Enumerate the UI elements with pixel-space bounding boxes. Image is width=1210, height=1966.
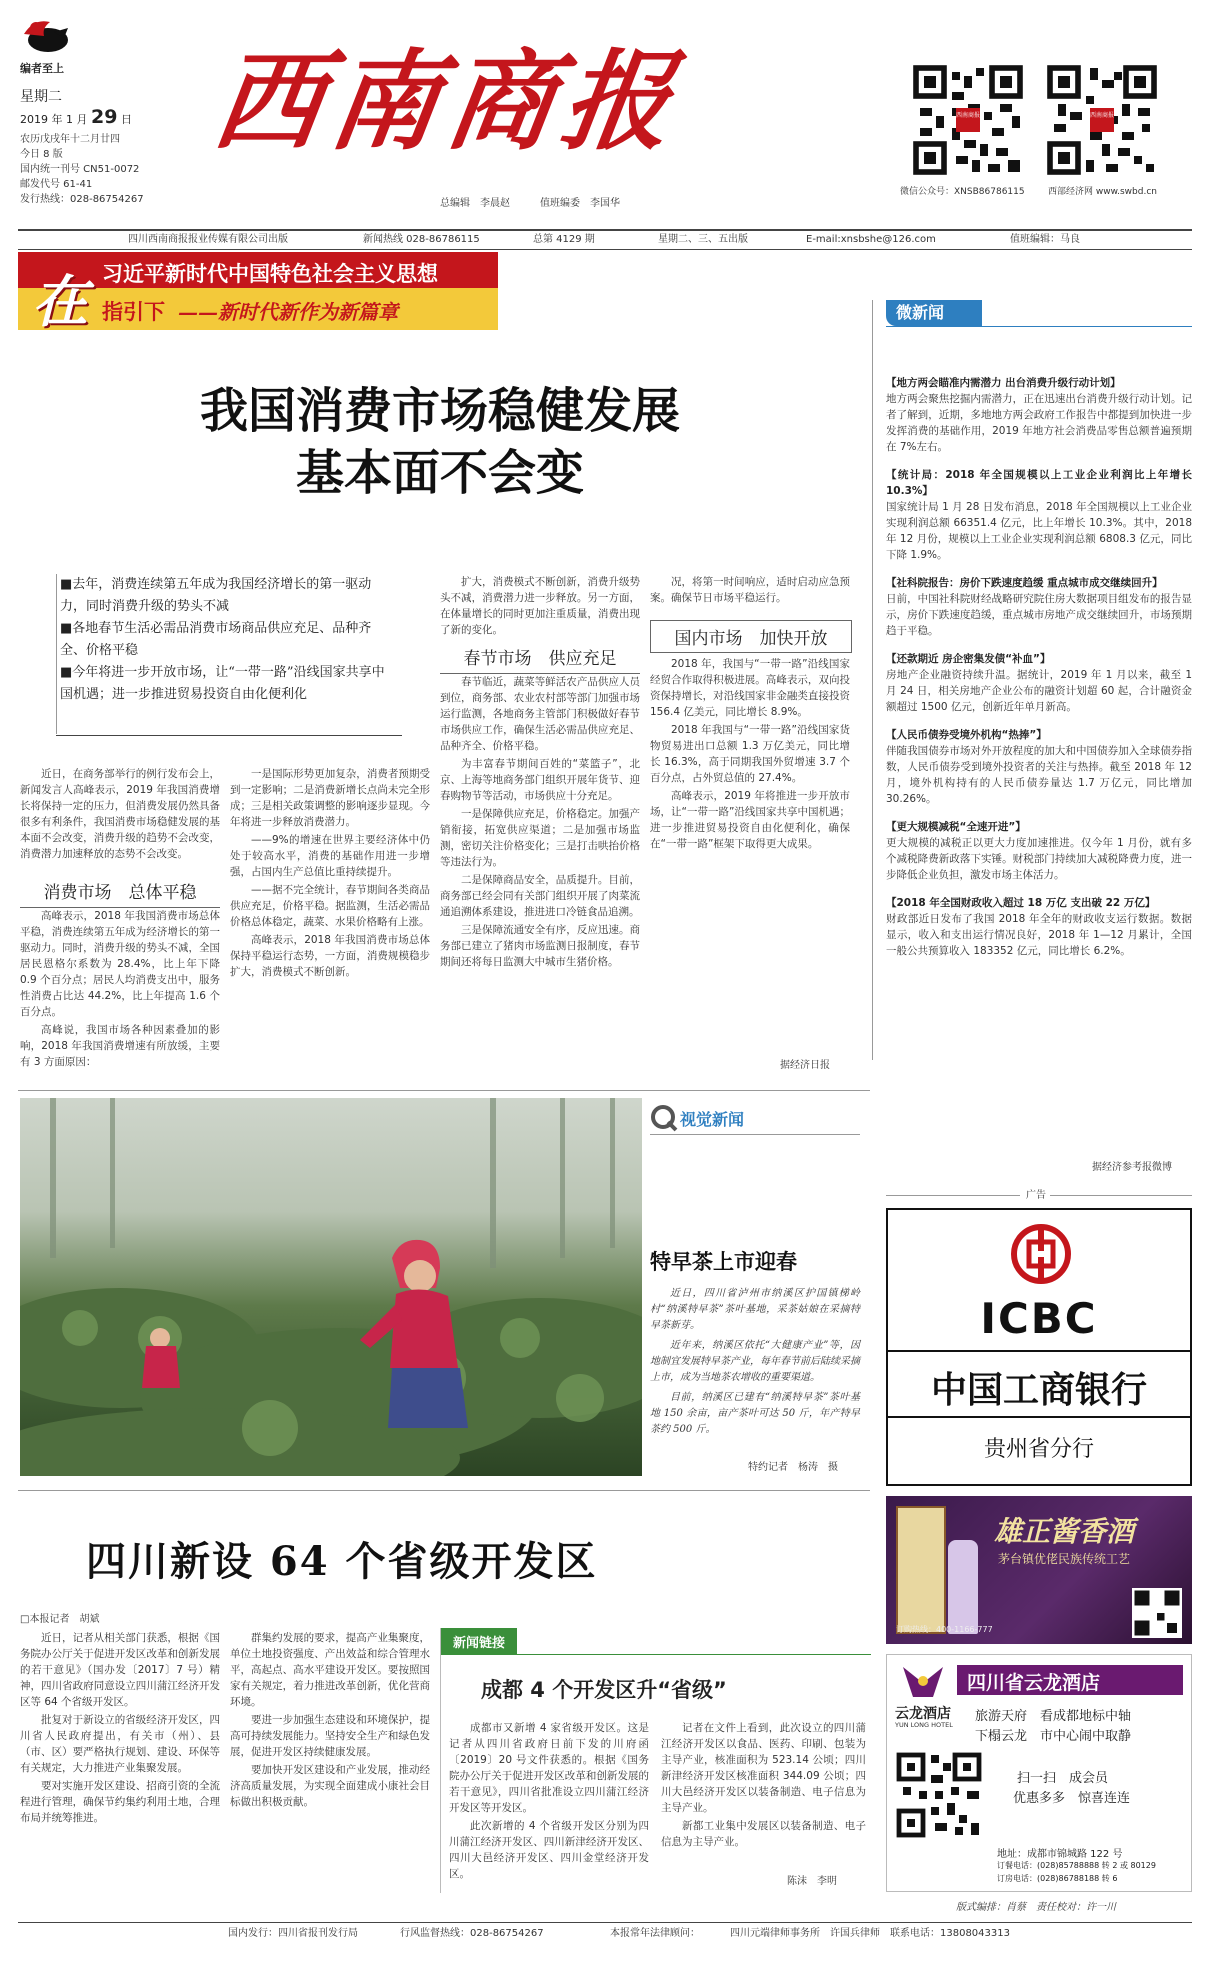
- lead-paragraph: 高峰表示，2018 年我国消费市场总体保持平稳运行态势，一方面，消费规模稳步扩大，消费模式不断创新。: [230, 934, 430, 978]
- lead-col-1: [20, 766, 220, 864]
- story2-col-2: [230, 1630, 430, 1812]
- tea-photo: [20, 1098, 642, 1476]
- icbc-logo-icon: [1011, 1224, 1071, 1284]
- brief-4: [886, 651, 1192, 715]
- info-bar: [18, 231, 1192, 249]
- sidebar-header-rule: [886, 326, 1192, 327]
- liquor-bottle: [896, 1506, 946, 1634]
- story2-col-1: [20, 1630, 220, 1828]
- banner-line2b: ——新时代新作为新篇章: [178, 300, 398, 324]
- lead-paragraph: 高峰表示，2018 年我国消费市场总体平稳，消费连续第五年成为经济增长的第一驱动力。同时，消费升级的势头不减，全国居民恩格尔系数为 28.4%，比上年下降 0.9 个百分点；居民人均消费支出中，服务性消费占比达 44.2%，比上年提高 1.6 个百分点。: [20, 910, 220, 1018]
- hotel-slogan-1: 旅游天府 看成都地标中轴: [975, 1709, 1132, 1724]
- hotel-address: 地址：成都市锦城路 122 号: [997, 1849, 1123, 1860]
- news-link-tag: 新闻链接: [441, 1628, 517, 1655]
- q-icon: [650, 1104, 678, 1132]
- link-paragraph: 记者在文件上看到，此次设立的四川蒲江经济开发区以食品、医药、印刷、包装为主导产业，核准面积为 523.14 公顷；四川新津经济开发区核准面积 344.09 公顷；四川大邑经济开发区以装备制造、电子信息为主导产业。: [661, 1722, 866, 1814]
- footer-lawyer: 四川元端律师事务所 许国兵律师 联系电话：13808043313: [730, 1928, 1010, 1939]
- brief-title: 【地方两会瞄准内需潜力 出台消费升级行动计划】: [886, 377, 1121, 389]
- brief-title: 【社科院报告：房价下跌速度趋缓 重点城市成交继续回升】: [886, 577, 1163, 589]
- brief-text: 地方两会聚焦挖掘内需潜力，正在迅速出台消费升级行动计划。记者了解到，近期，多地地方两会政府工作报告中都提到加快进一步发挥消费的基础作用，2019 年地方社会消费品零售总额普遍预期在 7%左右。: [886, 393, 1192, 453]
- qr-code-icon: [895, 1751, 983, 1839]
- web-qr[interactable]: [1046, 64, 1158, 176]
- story2-paragraph: 近日，记者从相关部门获悉，根据《国务院办公厅关于促进开发区改革和创新发展的若干意见》（国办发〔2017〕7 号）精神，四川省政府同意设立四川蒲江经济开发区等 64 个省级开发区。: [20, 1632, 220, 1708]
- lead-paragraph: 一是保障供应充足，价格稳定。加强产销衔接，拓宽供应渠道；二是加强市场监测，密切关注价格变化；三是打击哄抬价格等违法行为。: [440, 808, 640, 868]
- caption-paragraph: 近日，四川省泸州市纳溪区护国镇梯岭村“纳溪特早茶”茶叶基地，采茶姑娘在采摘特早茶新芽。: [650, 1288, 860, 1331]
- lead-paragraph: 2018 年，我国与“一带一路”沿线国家经贸合作取得积极进展。高峰表示，双向投资保持增长，对沿线国家非金融类直接投资 156.4 亿美元，同比增长 8.9%。: [650, 658, 850, 718]
- sidebar-divider: [872, 300, 873, 1060]
- qr-code-icon: [1132, 1588, 1182, 1638]
- theme-banner: [18, 252, 498, 335]
- lunar-date: 农历戊戌年十二月廿四: [20, 134, 120, 145]
- news-link-title: 成都 4 个开发区升“省级”: [481, 1678, 727, 1702]
- story2-paragraph: 要进一步加强生态建设和环境保护，提高可持续发展能力。坚持安全生产和绿色发展，促进开发区持续健康发展。: [230, 1714, 430, 1758]
- banner-char: 在: [32, 269, 88, 335]
- story2-paragraph: 批复对于新设立的省级经济开发区，四川省人民政府提出，有关市（州）、县（市、区）要严格执行规划、建设、环保等有关规定，大力推进产业集聚发展。: [20, 1714, 220, 1774]
- publisher: 四川西南商报报业传媒有限公司出版: [128, 234, 288, 245]
- hotel-name: 四川省云龙酒店: [967, 1672, 1101, 1694]
- email: E-mail:xnsbshe@126.com: [806, 234, 936, 245]
- brief-text: 伴随我国债券市场对外开放程度的加大和中国债券加入全球债券指数，人民币债券受到境外投资者的关注与热捧。截至 2018 年 12 月，境外机构持有的人民币债券量达 1.7 万亿元，同比增加 30.26%。: [886, 745, 1192, 805]
- news-link-rule: [441, 1654, 871, 1655]
- photo-caption: [650, 1286, 860, 1438]
- paper-title: 西南商报: [206, 39, 688, 165]
- summary-3: ■今年将进一步开放市场，让“一带一路”沿线国家共享中国机遇；进一步推进贸易投资自由化便利化: [60, 665, 385, 702]
- hotline: 发行热线：028-86754267: [20, 194, 144, 205]
- sidebar-header: [886, 300, 982, 326]
- news-link-col-1: [449, 1720, 649, 1884]
- liquor-ad[interactable]: [886, 1496, 1192, 1644]
- logo-icon: [14, 14, 74, 58]
- subhead-spring-market: 春节市场 供应充足: [440, 644, 640, 674]
- hotel-scan-2: 优惠多多 惊喜连连: [1013, 1791, 1131, 1806]
- liquor-bottle-2: [948, 1540, 978, 1634]
- lead-headline-2: 基本面不会变: [295, 445, 584, 501]
- layout-sign: 版式编排：肖蔡 责任校对：许一川: [956, 1902, 1116, 1913]
- lead-col-4b: [650, 656, 850, 854]
- page-count: 今日 8 版: [20, 149, 63, 160]
- lead-col-1b: [20, 908, 220, 1072]
- ad-label-rule-2: [1050, 1195, 1192, 1196]
- duty-editor-bar: 值班编辑：马良: [1010, 234, 1080, 245]
- lead-paragraph: 二是保障商品安全，品质提升。目前，商务部已经会同有关部门组织开展了肉菜流通追溯体系建设，推进进口冷链食品追溯。: [440, 874, 640, 918]
- hotel-brand: 云龙酒店: [895, 1706, 951, 1722]
- lead-paragraph: 为丰富春节期间百姓的“菜篮子”，北京、上海等地商务部门组织开展年货节、迎春购物节等活动，市场供应十分充足。: [440, 758, 640, 802]
- summary-left-bar: [56, 574, 57, 734]
- qr-badge: 西南商报: [1090, 108, 1114, 132]
- wechat-caption: 微信公众号：XNSB86786115: [900, 187, 1025, 197]
- tea-garden-image: [20, 1098, 642, 1476]
- brief-title: 【2018 年全国财政收入超过 18 万亿 支出破 22 万亿】: [886, 897, 1156, 909]
- brief-text: 更大规模的减税正以更大力度加速推进。仅今年 1 月份，就有多个减税降费新政落下实锤。财税部门持续加大减税降费力度，进一步降低企业负担，激发市场主体活力。: [886, 837, 1192, 881]
- lead-col-4a: [650, 574, 850, 608]
- sidebar-source: 据经济参考报微博: [1092, 1162, 1172, 1173]
- lead-col-3b: [440, 674, 640, 972]
- link-paragraph: 新都工业集中发展区以装备制造、电子信息为主导产业。: [661, 1820, 866, 1848]
- publish-days: 星期二、三、五出版: [658, 234, 748, 245]
- news-link-author: 陈沫 李明: [787, 1876, 837, 1887]
- footer-distribution: 国内发行：四川省报刊发行局: [228, 1928, 358, 1939]
- subhead-consumer-market: 消费市场 总体平稳: [20, 878, 220, 908]
- link-paragraph: 此次新增的 4 个省级开发区分别为四川蒲江经济开发区、四川新津经济开发区、四川大邑经济开发区、四川金堂经济开发区。: [449, 1820, 649, 1880]
- lead-paragraph: ——据不完全统计，春节期间各类商品供应充足，价格平稳。据监测，生活必需品价格总体稳定，蔬菜、水果价格略有上涨。: [230, 884, 430, 928]
- lead-headline: [60, 380, 820, 504]
- web-caption: 西部经济网 www.swbd.cn: [1048, 187, 1157, 197]
- hotel-tel-2: 订房电话：(028)86788188 转 6: [997, 1874, 1118, 1883]
- liquor-sub: 茅台镇优佬民族传统工艺: [998, 1552, 1131, 1566]
- lead-source: 据经济日报: [780, 1060, 830, 1071]
- lead-paragraph: 三是保障流通安全有序，反应迅速。商务部已建立了猪肉市场监测日报制度，春节期间还将每日监测大中城市生猪价格。: [440, 924, 640, 968]
- brief-3: [886, 575, 1192, 639]
- icbc-cn: 中国工商银行: [930, 1370, 1147, 1411]
- lead-paragraph: 春节临近，蔬菜等鲜活农产品供应人员到位，商务部、农业农村部等部门加强市场运行监测，各地商务主管部门积极做好春节市场供应工作，确保生活必需品供应充足、品种齐全、价格平稳。: [440, 676, 640, 752]
- story2-byline: □本报记者 胡斌: [20, 1614, 100, 1625]
- visual-news-rule: [650, 1134, 860, 1135]
- visual-news-label: 视觉新闻: [680, 1110, 745, 1129]
- brief-5: [886, 727, 1192, 807]
- lead-paragraph: 高峰表示，2019 年将推进一步开放市场，让“一带一路”沿线国家共享中国机遇；进一步推进贸易投资自由化便利化，确保在“一带一路”框架下取得更大成果。: [650, 790, 850, 850]
- lead-paragraph: 一是国际形势更加复杂，消费者预期受到一定影响；二是消费新增长点尚未完全形成；三是相关政策调整的影响逐步显现。今年将进一步释放消费潜力。: [230, 768, 430, 828]
- brief-text: 国家统计局 1 月 28 日发布消息，2018 年全国规模以上工业企业实现利润总额 66351.4 亿元，比上年增长 10.3%。其中，2018 年 12 月份，规模以上工业企业实现利润总额 6808.3 亿元，同比下降 1.9%。: [886, 501, 1192, 561]
- icbc-en: ICBC: [980, 1294, 1098, 1343]
- footer-rule: [18, 1922, 1192, 1923]
- brief-text: 日前，中国社科院财经战略研究院住房大数据项目组发布的报告显示，房价下跌速度趋缓，重点城市房地产成交继续回升，市场预期趋于平稳。: [886, 593, 1192, 637]
- cn-number: 国内统一刊号 CN51-0072: [20, 164, 140, 175]
- story2-paragraph: 要加快开发区建设和产业发展，推动经济高质量发展，为实现全面建成小康社会目标做出积极贡献。: [230, 1764, 430, 1808]
- lead-paragraph: 扩大，消费模式不断创新，消费升级势头不减，消费潜力进一步释放。另一方面，在体量增长的同时更加注重质量，消费出现了新的变化。: [440, 576, 640, 636]
- hotel-tel-1: 订餐电话：(028)85788888 转 2 或 80129: [997, 1861, 1156, 1870]
- subhead-domestic-market: 国内市场 加快开放: [650, 620, 852, 653]
- footer-hotline: 行风监督热线：028-86754267: [400, 1928, 544, 1939]
- lead-col-2: [230, 766, 430, 982]
- duty-editor: 值班编委 李国华: [540, 198, 620, 209]
- hotel-en: YUN LONG HOTEL: [895, 1721, 953, 1729]
- brief-1: [886, 375, 1192, 455]
- photo-top-rule: [18, 1090, 870, 1091]
- lead-summary: [60, 574, 396, 706]
- banner-line2a: 指引下: [102, 300, 165, 324]
- icbc-divider: [888, 1350, 1190, 1352]
- ad-label: 广告: [1026, 1190, 1046, 1201]
- lead-paragraph: 高峰说，我国市场各种因素叠加的影响，2018 年我国消费增速有所放缓，主要有 3 方面原因：: [20, 1024, 220, 1068]
- photo-headline: 特早茶上市迎春: [650, 1250, 797, 1274]
- brief-title: 【还款期近 房企密集发债“补血”】: [886, 653, 1051, 665]
- weekday: 星期二: [20, 89, 62, 105]
- lead-col-3a: [440, 574, 640, 640]
- brief-title: 【更大规模减税“全速开进”】: [886, 821, 1026, 833]
- slogan: 编者至上: [20, 62, 64, 75]
- footer-legal: 本报常年法律顾问：: [610, 1928, 700, 1939]
- lead-paragraph: 况，将第一时间响应，适时启动应急预案。确保节日市场平稳运行。: [650, 576, 850, 604]
- brief-text: 财政部近日发布了我国 2018 年全年的财政收支运行数据。数据显示，收入和支出运行情况良好，2018 年 1—12 月累计，全国一般公共预算收入 183352 亿元，同比增长 6.2%。: [886, 913, 1192, 957]
- sidebar-header-label: 微新闻: [896, 303, 945, 322]
- news-link-box: [440, 1628, 871, 1893]
- post-code: 邮发代号 61-41: [20, 179, 93, 190]
- brief-title: 【人民币债券受境外机构“热捧”】: [886, 729, 1047, 741]
- lead-paragraph: 近日，在商务部举行的例行发布会上，新闻发言人高峰表示，2019 年我国消费增长将保持一定的压力，但消费发展仍然具备很多有利条件，我国消费市场稳健发展的基本面不会改变，消费升级的趋势不会改变，消费潜力加速释放的态势不会改变。: [20, 768, 220, 860]
- hotel-logo-icon: [899, 1663, 947, 1701]
- hotel-slogan-2: 下榻云龙 市中心闹中取静: [975, 1729, 1132, 1744]
- icbc-ad[interactable]: [886, 1208, 1192, 1486]
- link-paragraph: 成都市又新增 4 家省级开发区。这是记者从四川省政府日前下发的川府函〔2019〕20 号文件获悉的。根据《国务院办公厅关于促进开发区改革和创新发展的若干意见》，四川省批准设立四川蒲江经济开发区等开发区。: [449, 1722, 649, 1814]
- brief-2: [886, 467, 1192, 563]
- hotel-ad[interactable]: [886, 1654, 1192, 1892]
- ad-label-rule: [886, 1195, 1020, 1196]
- story2-top-rule: [18, 1490, 870, 1491]
- chief-editor: 总编辑 李晨赵: [440, 198, 510, 209]
- info-bar-rule: [18, 249, 1192, 250]
- news-hotline: 新闻热线 028-86786115: [363, 234, 480, 245]
- qr-badge: 西南商报: [956, 108, 980, 132]
- liquor-phone: 订购热线：400-1166-777: [896, 1625, 993, 1634]
- caption-paragraph: 近年来，纳溪区依托“大健康产业”等，因地制宜发展特早茶产业，每年春节前后陆续采摘上市，成为当地茶农增收的重要渠道。: [650, 1340, 860, 1383]
- banner-line1: 习近平新时代中国特色社会主义思想: [102, 262, 438, 286]
- masthead: [0, 0, 1210, 230]
- summary-divider: [56, 735, 402, 736]
- story2-paragraph: 群集约发展的要求，提高产业集聚度，单位土地投资强度、产出效益和综合管理水平，高起点、高水平建设开发区。要按照国家有关规定，着力推进改革创新，优化营商环境。: [230, 1632, 430, 1708]
- hotel-scan: 扫一扫 成会员: [1017, 1771, 1109, 1786]
- news-link-col-2: [661, 1720, 866, 1852]
- wechat-qr[interactable]: [912, 64, 1024, 176]
- date-line: 2019 年 1 月 29 日: [20, 106, 132, 128]
- liquor-name: 雄正酱香酒: [994, 1515, 1135, 1548]
- brief-6: [886, 819, 1192, 883]
- story2-paragraph: 要对实施开发区建设、招商引资的全流程进行管理，确保节约集约利用土地，合理布局并统筹推进。: [20, 1780, 220, 1824]
- brief-title: 【统计局：2018 年全国规模以上工业企业利润比上年增长 10.3%】: [886, 469, 1192, 497]
- sidebar: [886, 300, 1192, 971]
- icbc-branch: 贵州省分行: [983, 1437, 1094, 1462]
- summary-1: ■去年，消费连续第五年成为我国经济增长的第一驱动力，同时消费升级的势头不减: [60, 577, 372, 614]
- icbc-divider-2: [888, 1416, 1190, 1418]
- visual-news-tag: [650, 1104, 770, 1132]
- issue-number: 总第 4129 期: [533, 234, 595, 245]
- brief-text: 房地产企业融资持续升温。据统计，2019 年 1 月以来，截至 1 月 24 日，相关房地产企业公布的融资计划超 60 起，合计融资金额超过 1500 亿元，创新近年单月新高。: [886, 669, 1192, 713]
- brief-7: [886, 895, 1192, 959]
- story2-headline: 四川新设 64 个省级开发区: [86, 1538, 598, 1585]
- lead-headline-1: 我国消费市场稳健发展: [199, 383, 680, 439]
- lead-paragraph: 2018 年我国与“一带一路”沿线国家货物贸易进出口总额 1.3 万亿美元，同比增长 16.3%，高于同期我国外贸增速 3.7 个百分点，占外贸总值的 27.4%。: [650, 724, 850, 784]
- summary-2: ■各地春节生活必需品消费市场商品供应充足、品种齐全、价格平稳: [60, 621, 372, 658]
- photo-credit: 特约记者 杨涛 摄: [748, 1462, 838, 1473]
- caption-paragraph: 目前，纳溪区已建有“纳溪特早茶”茶叶基地 150 余亩，亩产茶叶可达 50 斤，年产特早茶约 500 斤。: [650, 1392, 860, 1435]
- lead-paragraph: ——9%的增速在世界主要经济体中仍处于较高水平，消费的基础作用进一步增强，占国内生产总值比重持续提升。: [230, 834, 430, 878]
